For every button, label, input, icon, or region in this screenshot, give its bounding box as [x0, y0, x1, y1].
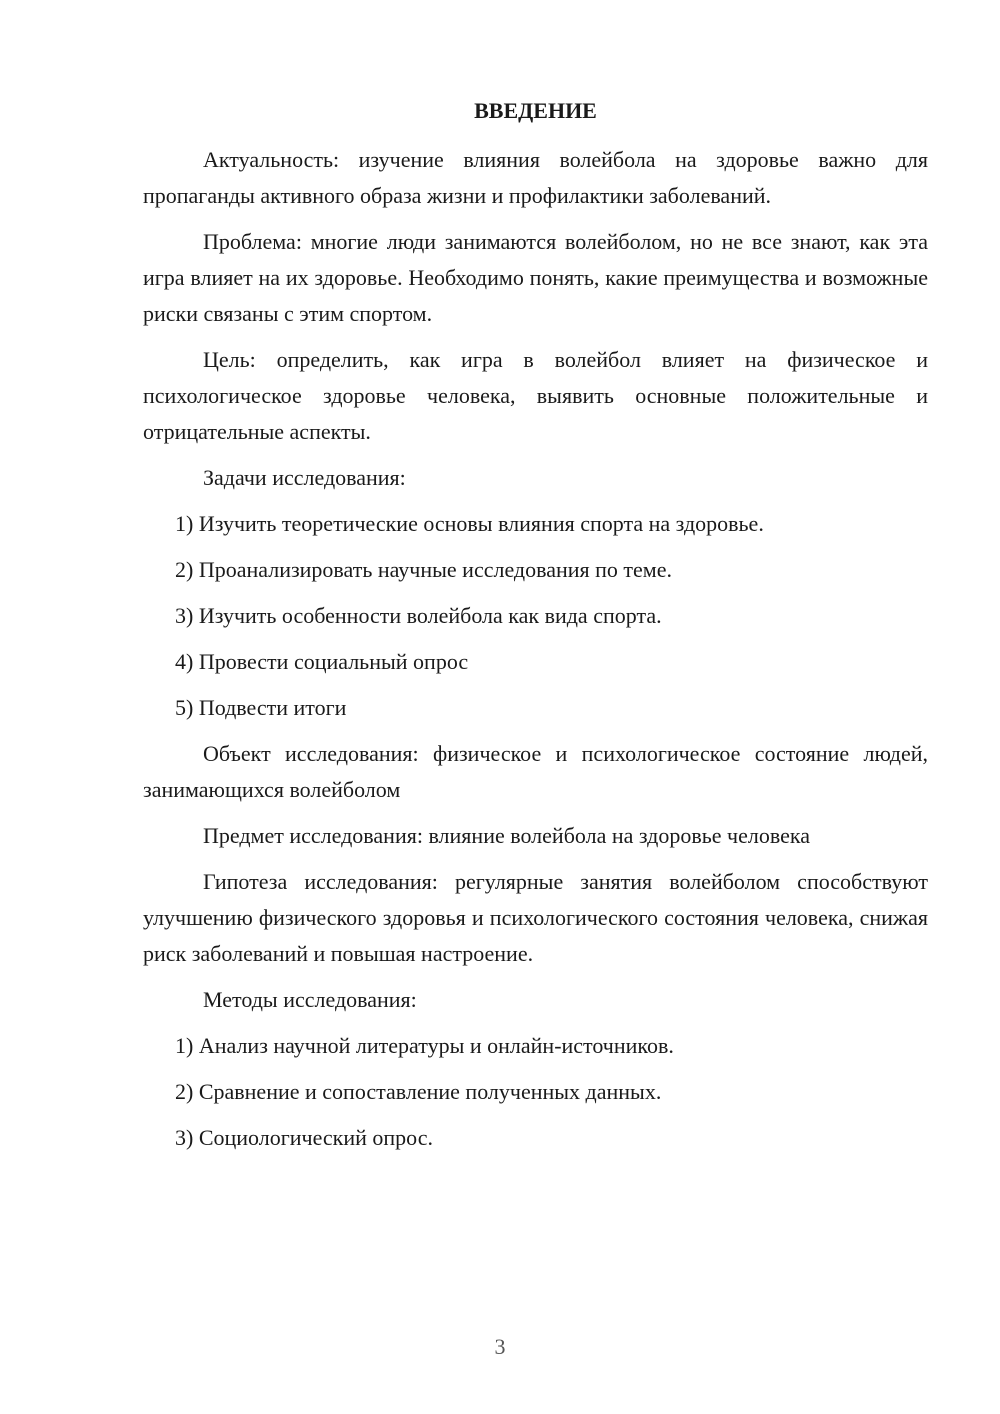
- object-paragraph: Объект исследования: физическое и психологическое состояние людей, занимающихся волейболом: [143, 741, 928, 802]
- method-item: 2) Сравнение и сопоставление полученных данных.: [175, 1079, 662, 1104]
- method-item: 3) Социологический опрос.: [175, 1125, 433, 1150]
- task-item: 4) Провести социальный опрос: [175, 649, 469, 674]
- methods-heading: Методы исследования:: [203, 987, 417, 1012]
- relevance-paragraph: Актуальность: изучение влияния волейбола на здоровье важно для пропаганды активного образа жизни и профилактики заболеваний.: [143, 147, 928, 208]
- section-title: ВВЕДЕНИЕ: [474, 98, 597, 123]
- tasks-heading: Задачи исследования:: [203, 465, 406, 490]
- page-number: 3: [494, 1334, 506, 1359]
- problem-paragraph: Проблема: многие люди занимаются волейболом, но не все знают, как эта игра влияет на их здоровье. Необходимо понять, какие преимущества и возможные риски связаны с этим спортом.: [143, 229, 928, 326]
- hypothesis-paragraph: Гипотеза исследования: регулярные занятия волейболом способствуют улучшению физического здоровья и психологического состояния человека, снижая риск заболеваний и повышая настроение.: [143, 869, 928, 966]
- method-item: 1) Анализ научной литературы и онлайн-источников.: [175, 1033, 674, 1058]
- goal-paragraph: Цель: определить, как игра в волейбол влияет на физическое и психологическое здоровье человека, выявить основные положительные и отрицательные аспекты.: [143, 347, 928, 444]
- task-item: 3) Изучить особенности волейбола как вида спорта.: [175, 603, 662, 628]
- document-body: [143, 96, 928, 1166]
- task-item: 1) Изучить теоретические основы влияния спорта на здоровье.: [175, 511, 764, 536]
- task-item: 5) Подвести итоги: [175, 695, 347, 720]
- subject-paragraph: Предмет исследования: влияние волейбола на здоровье человека: [203, 823, 810, 848]
- task-item: 2) Проанализировать научные исследования по теме.: [175, 557, 672, 582]
